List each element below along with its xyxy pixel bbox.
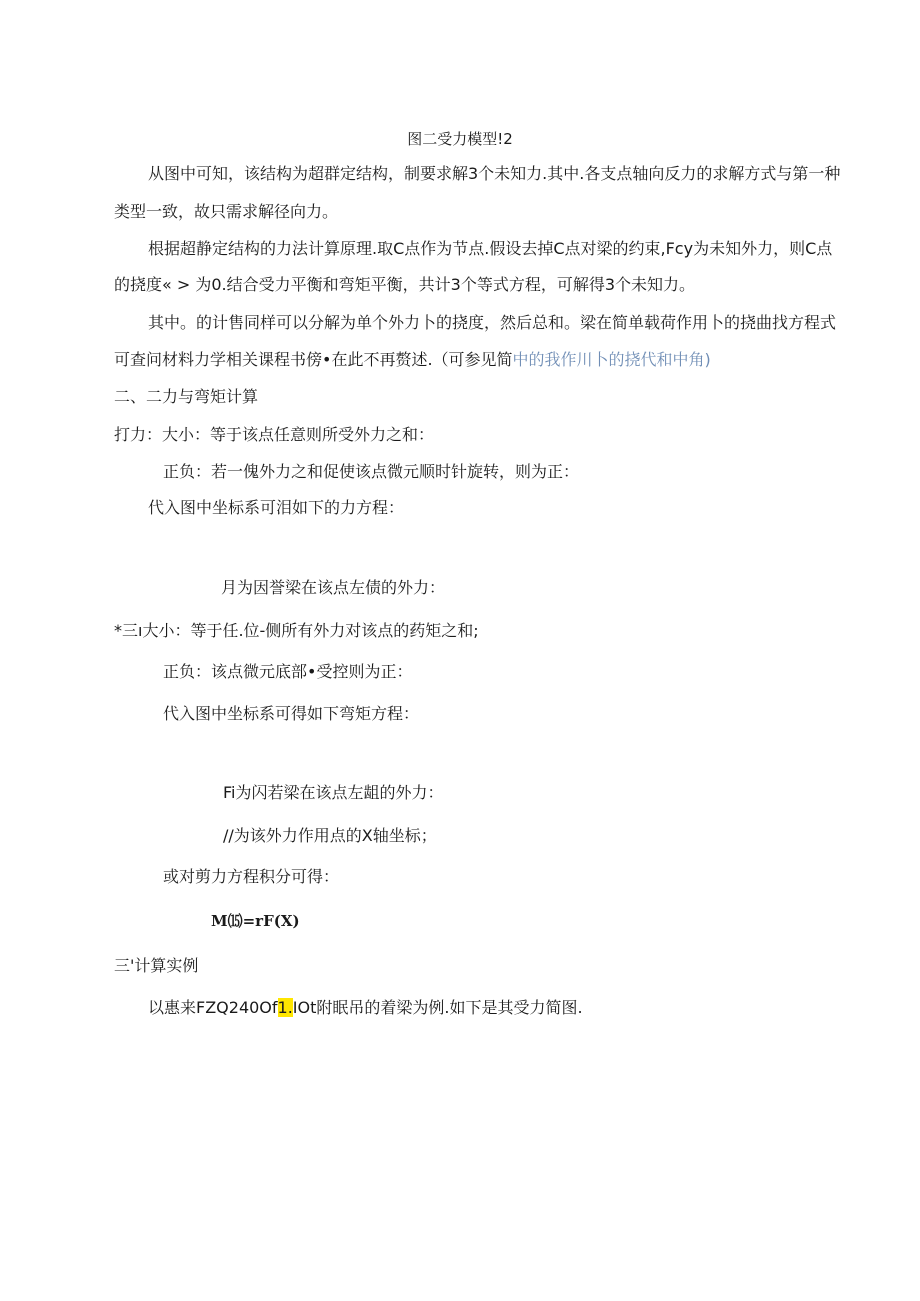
shear-note: 月为因誉梁在该点左债的外力： (221, 578, 446, 597)
section3-heading: 三'计算实例 (114, 956, 199, 975)
moment-note-coordinate: //为该外力作用点的X轴坐标； (223, 826, 437, 845)
moment-size: *三ı大小：等于任.位-侧所有外力对该点的药矩之和; (114, 621, 479, 640)
para3-line2-text: 可查问材料力学相关课程书傍•在此不再赘述.（可参见简 (114, 350, 513, 369)
para2-line2: 的挠度« > 为0.结合受力平衡和弯矩平衡，共计3个等式方程，可解得3个未知力。 (114, 275, 695, 294)
para1-line2: 类型一致，故只需求解径向力。 (114, 202, 339, 221)
example-text-post: IOt附眠吊的着梁为例.如下是其受力简图. (292, 998, 583, 1017)
para3-line1: 其中。的计售同样可以分解为单个外力卜的挠度，然后总和。梁在简单载荷作用卜的挠曲找方程式 (148, 313, 837, 332)
shear-sign: 正负：若一傀外力之和促使该点微元顺时针旋转，则为正： (163, 462, 580, 481)
example-intro (148, 997, 583, 1019)
example-text-pre: 以惠来FZQ240Of (148, 998, 278, 1017)
shear-equation-intro: 代入图中坐标系可泪如下的力方程： (148, 498, 405, 517)
integral-intro: 或对剪力方程积分可得： (163, 867, 340, 886)
moment-formula: M⒂=rF(X) (211, 912, 300, 930)
moment-note-force: Fi为闪若梁在该点左龃的外力： (223, 783, 444, 802)
shear-size: 打力：大小：等于该点任意则所受外力之和： (114, 425, 435, 444)
figure-caption: 图二受力模型!2 (407, 130, 513, 148)
reference-link[interactable]: 中的我作川卜的挠代和中角 (512, 350, 705, 369)
para1-line1: 从图中可知，该结构为超群定结构，制要求解3个未知力.其中.各支点轴向反力的求解方式与第一种 (148, 164, 841, 183)
moment-sign: 正负：该点微元底部•受控则为正： (163, 662, 413, 681)
para3-line2 (114, 349, 711, 371)
para3-line2-end: ) (704, 350, 711, 369)
highlighted-text: 1. (277, 998, 293, 1017)
moment-equation-intro: 代入图中坐标系可得如下弯矩方程： (163, 704, 420, 723)
section2-heading: 二、二力与弯矩计算 (114, 387, 259, 406)
para2-line1: 根据超静定结构的力法计算原理.取C点作为节点.假设去掉C点对梁的约束,Fcy为未知外力，则C点 (148, 239, 833, 258)
